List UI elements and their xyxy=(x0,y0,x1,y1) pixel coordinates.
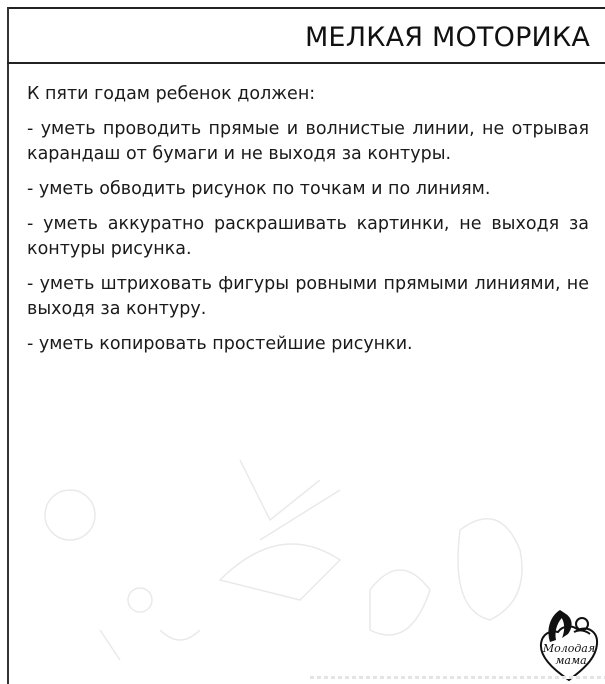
print-edge-strip xyxy=(310,676,605,679)
list-item: - уметь штриховать фигуры ровными прямыми линиями, не выходя за контуру. xyxy=(27,274,589,319)
molodaya-mama-logo-icon xyxy=(538,608,600,682)
list-item: - уметь копировать простейшие рисунки. xyxy=(27,334,413,354)
header-divider xyxy=(7,62,605,64)
intro-text: К пяти годам ребенок должен: xyxy=(27,84,316,104)
list-item: - уметь проводить прямые и волнистые линии, не отрывая карандаш от бумаги и не выходя за контуры. xyxy=(27,119,589,164)
list-item: - уметь обводить рисунок по точкам и по линиям. xyxy=(27,179,491,199)
document-body xyxy=(27,82,589,367)
background-sketches xyxy=(40,460,600,670)
svg-text:Молодая: Молодая xyxy=(542,642,596,655)
list-item: - уметь аккуратно раскрашивать картинки, не выходя за контуры рисунка. xyxy=(27,214,589,259)
svg-text:мама: мама xyxy=(555,654,587,667)
page-frame-left-border xyxy=(7,7,9,684)
page-title: МЕЛКАЯ МОТОРИКА xyxy=(304,22,590,53)
page-frame-top-border xyxy=(7,7,605,9)
